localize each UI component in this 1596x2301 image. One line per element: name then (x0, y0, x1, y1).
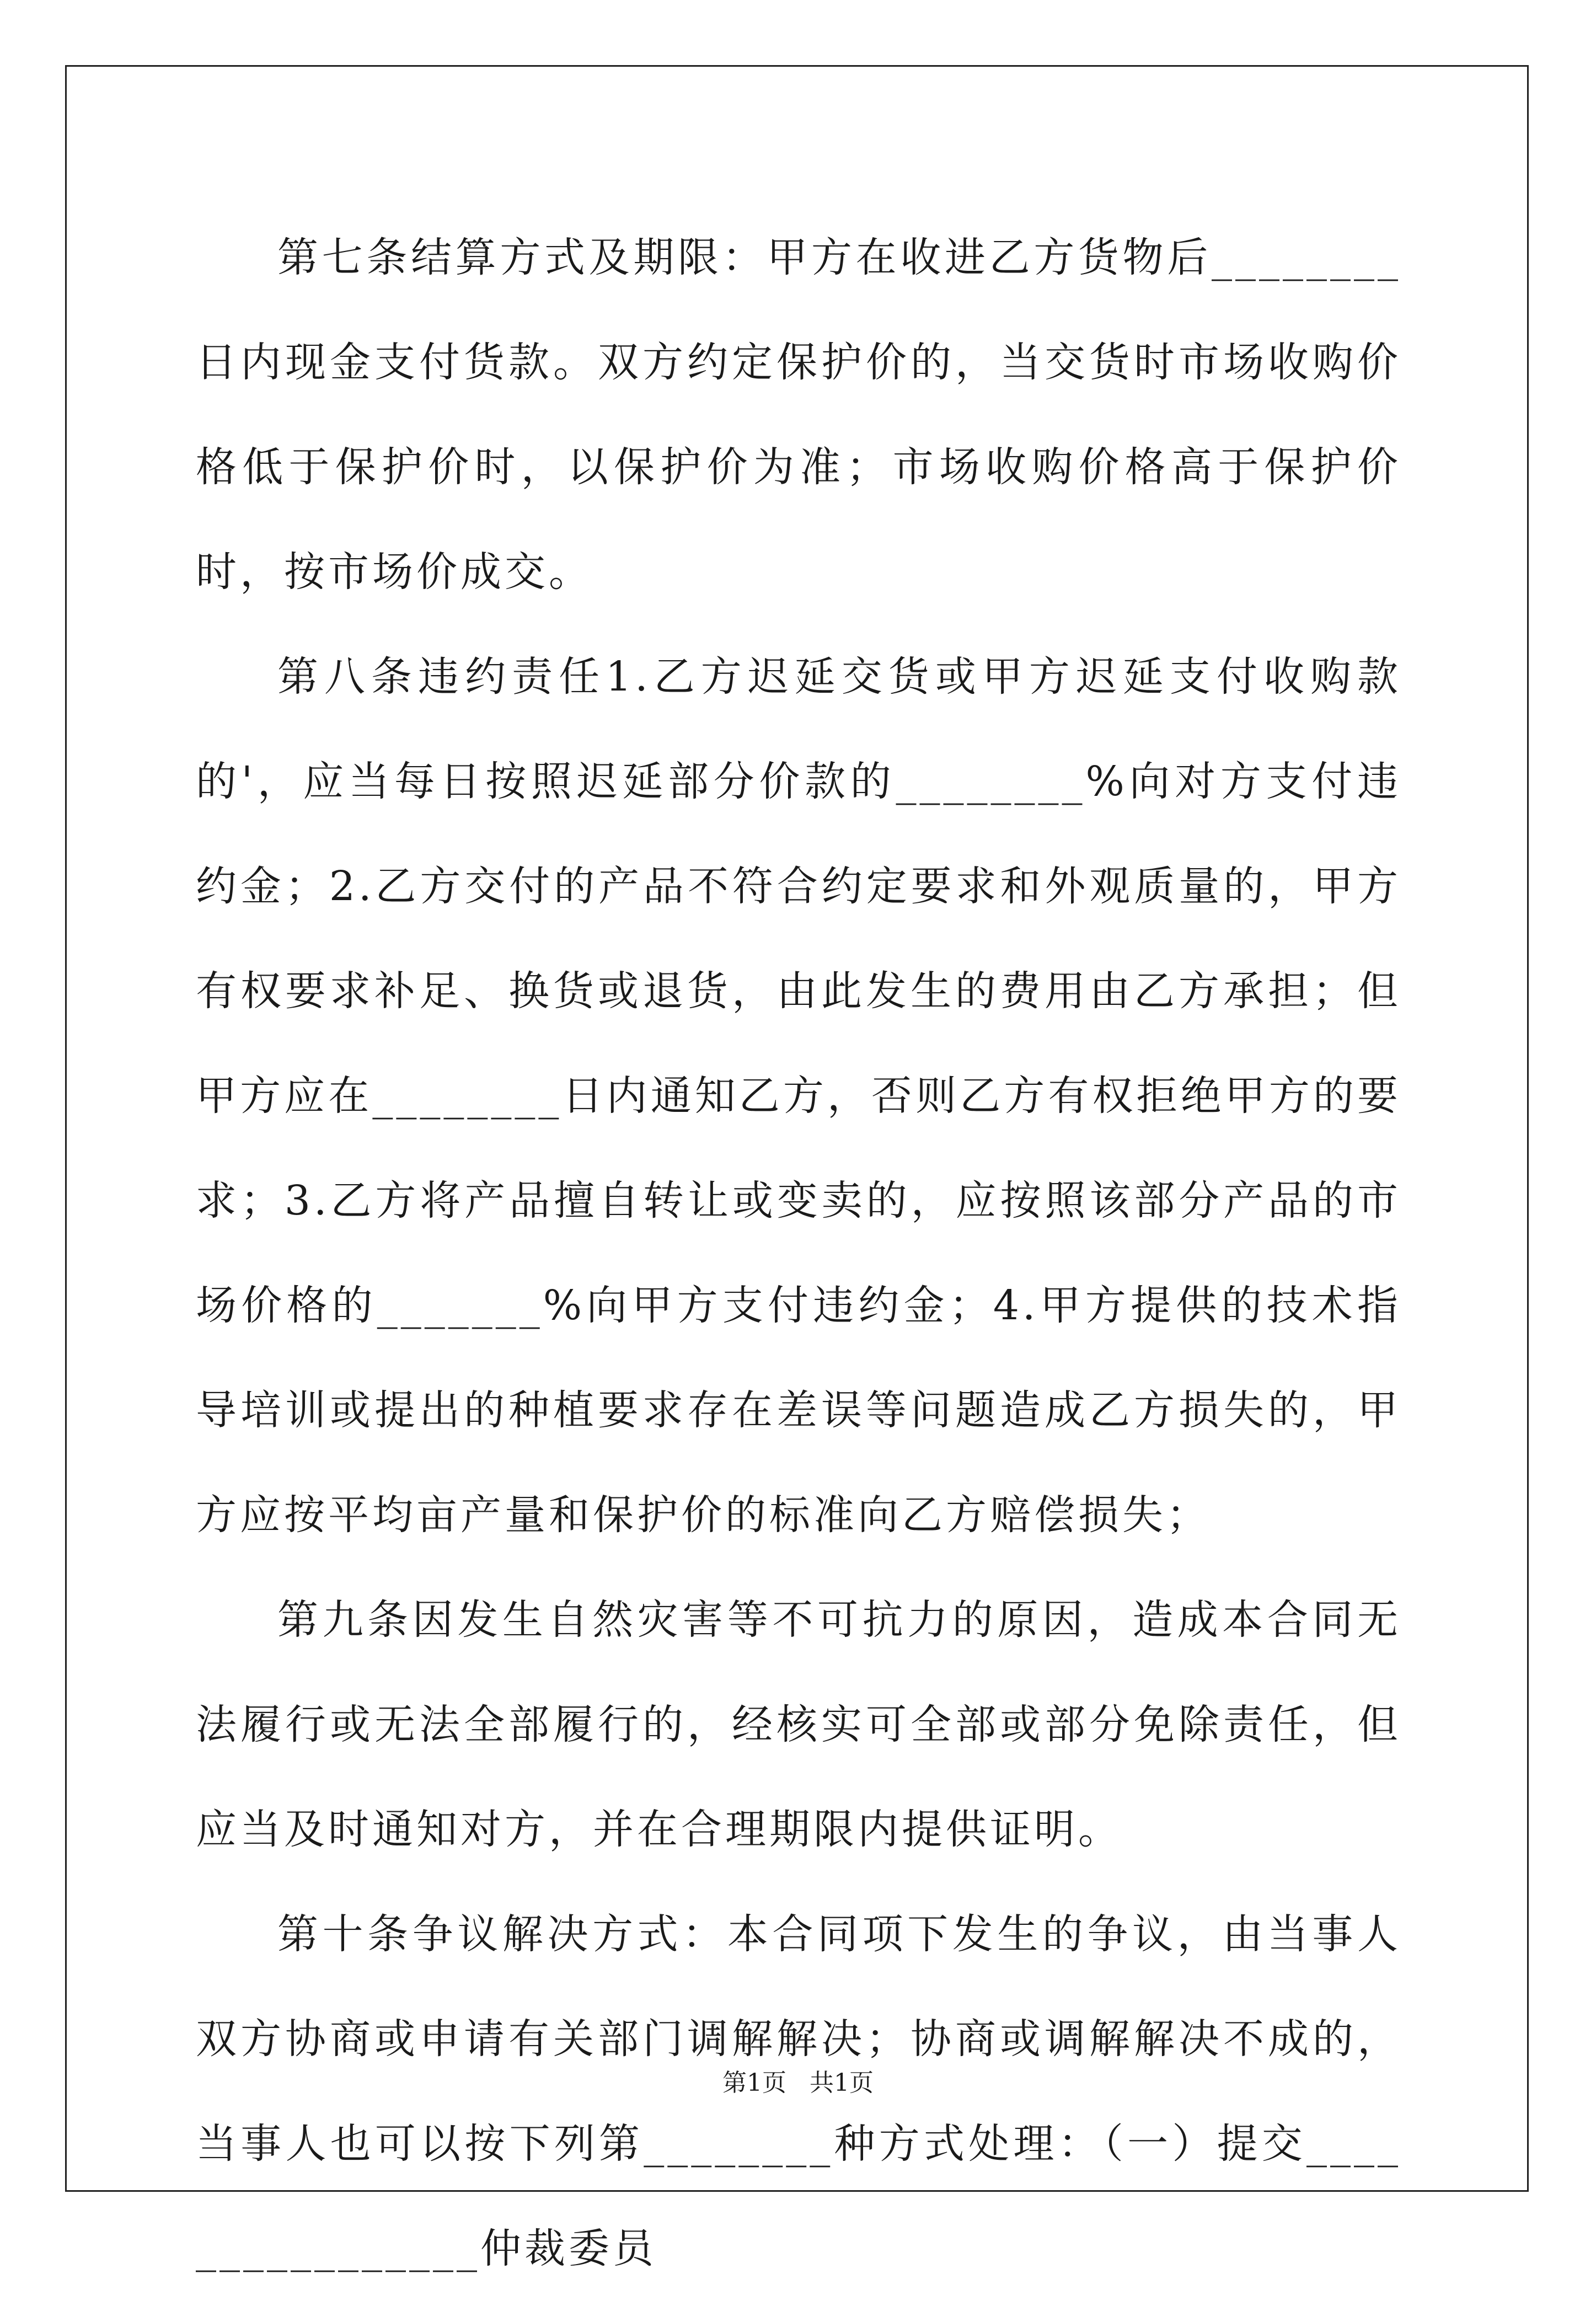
paragraph-article-9: 第九条因发生自然灾害等不可抗力的原因，造成本合同无法履行或无法全部履行的，经核实可全部或部分免除责任，但应当及时通知对方，并在合理期限内提供证明。 (196, 1596, 1401, 1853)
paragraph-article-10: 第十条争议解决方式：本合同项下发生的争议，由当事人双方协商或申请有关部门调解解决；协商或调解解决不成的，当事人也可以按下列第________种方式处理：（一）提交________________仲裁委员 (196, 1911, 1401, 2272)
document-body (196, 205, 1401, 2301)
paragraph-article-7: 第七条结算方式及期限：甲方在收进乙方货物后________日内现金支付货款。双方约定保护价的，当交货时市场收购价格低于保护价时，以保护价为准；市场收购价格高于保护价时，按市场价成交。 (196, 234, 1401, 596)
page-number-total: 共1页 (810, 2069, 874, 2097)
page-footer (0, 2063, 1596, 2098)
page-number-current: 第1页 (722, 2069, 786, 2097)
paragraph-article-8: 第八条违约责任1.乙方迟延交货或甲方迟延支付收购款的'，应当每日按照迟延部分价款的________%向对方支付违约金；2.乙方交付的产品不符合约定要求和外观质量的，甲方有权要求补足、换货或退货，由此发生的费用由乙方承担；但甲方应在________日内通知乙方，否则乙方有权拒绝甲方的要求；3.乙方将产品擅自转让或变卖的，应按照该部分产品的市场价格的_______%向甲方支付违约金；4.甲方提供的技术指导培训或提出的种植要求存在差误等问题造成乙方损失的，甲方应按平均亩产量和保护价的标准向乙方赔偿损失； (196, 653, 1401, 1539)
